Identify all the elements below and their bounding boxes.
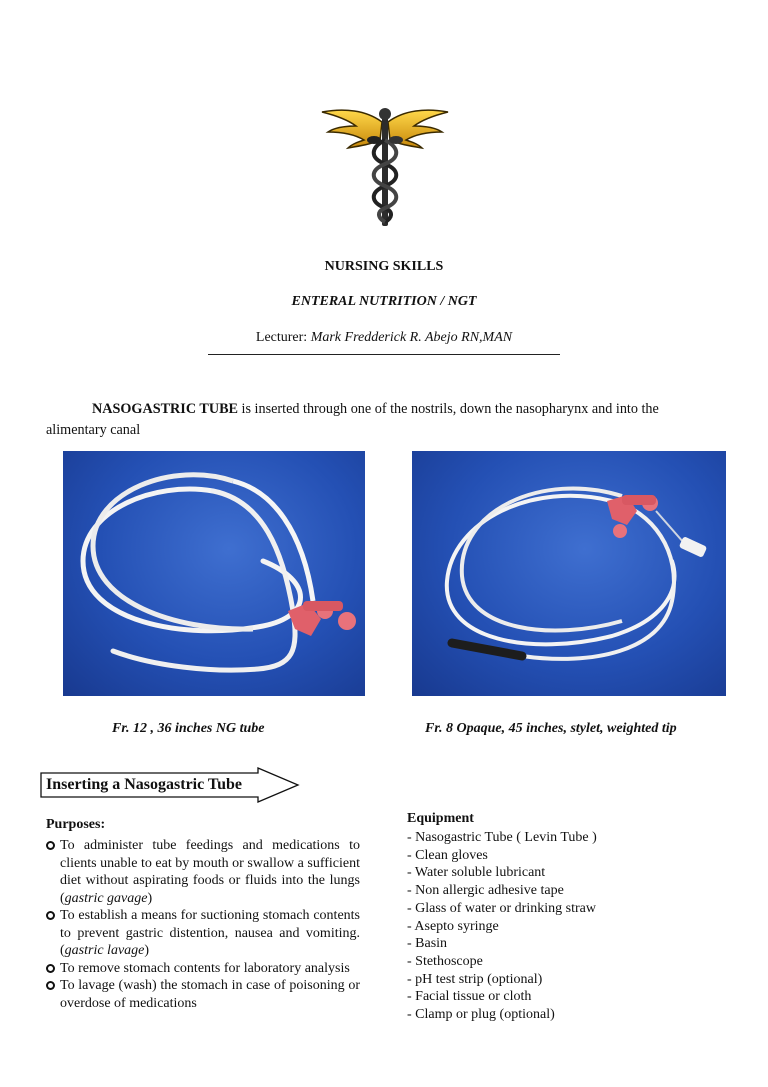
equipment-list — [407, 829, 597, 1024]
ng-tube-photo-fr8 — [412, 451, 726, 696]
connector-icon — [607, 495, 658, 538]
intro-term: NASOGASTRIC TUBE — [92, 401, 238, 417]
lecturer-label: Lecturer: — [255, 330, 308, 345]
list-item: - Nasogastric Tube ( Levin Tube ) — [407, 830, 597, 845]
equipment-heading: Equipment — [407, 811, 474, 826]
lecturer-line — [0, 330, 768, 346]
bullet-icon — [46, 841, 55, 850]
list-item: To establish a means for suctioning stomach contents to prevent gastric distention, nausea and vomiting. (gastric lavage) — [46, 907, 360, 960]
caduceus-logo — [318, 100, 452, 230]
lecturer-name: Mark Fredderick R. Abejo RN,MAN — [310, 330, 513, 345]
bullet-icon — [46, 964, 55, 973]
document-title: NURSING SKILLS — [324, 259, 444, 274]
list-item: - Clamp or plug (optional) — [407, 1007, 555, 1023]
list-item: To lavage (wash) the stomach in case of poisoning or overdose of medications — [46, 977, 360, 1012]
list-item: - Non allergic adhesive tape — [407, 883, 564, 899]
list-item: - Asepto syringe — [407, 918, 499, 934]
purposes-list — [46, 837, 360, 1012]
figure-caption-right: Fr. 8 Opaque, 45 inches, stylet, weighted tip — [425, 721, 677, 736]
section-heading: Inserting a Nasogastric Tube — [46, 776, 243, 793]
list-item: To remove stomach contents for laboratory analysis — [46, 960, 360, 978]
list-item: - Stethoscope — [407, 953, 483, 969]
list-item: - Glass of water or drinking straw — [407, 900, 596, 916]
bullet-icon — [46, 911, 55, 920]
list-item: - Facial tissue or cloth — [407, 989, 532, 1005]
intro-text: is inserted through one of the nostrils, down the nasopharynx and into the alimentary canal — [46, 401, 659, 438]
list-item: - Basin — [407, 936, 448, 952]
bullet-icon — [46, 981, 55, 990]
list-item: - pH test strip (optional) — [407, 971, 543, 987]
intro-paragraph — [46, 399, 722, 441]
purposes-heading: Purposes: — [46, 817, 106, 832]
list-item: - Water soluble lubricant — [407, 865, 546, 881]
figure-caption-left: Fr. 12 , 36 inches NG tube — [112, 721, 265, 736]
list-item: - Clean gloves — [407, 847, 488, 863]
header-divider — [208, 354, 560, 355]
list-item: To administer tube feedings and medications to clients unable to eat by mouth or swallow a sufficient diet without aspirating foods or fluids into the lungs (gastric gavage) — [46, 837, 360, 907]
document-subtitle: ENTERAL NUTRITION / NGT — [291, 294, 477, 309]
ng-tube-photo-fr12 — [63, 451, 365, 696]
